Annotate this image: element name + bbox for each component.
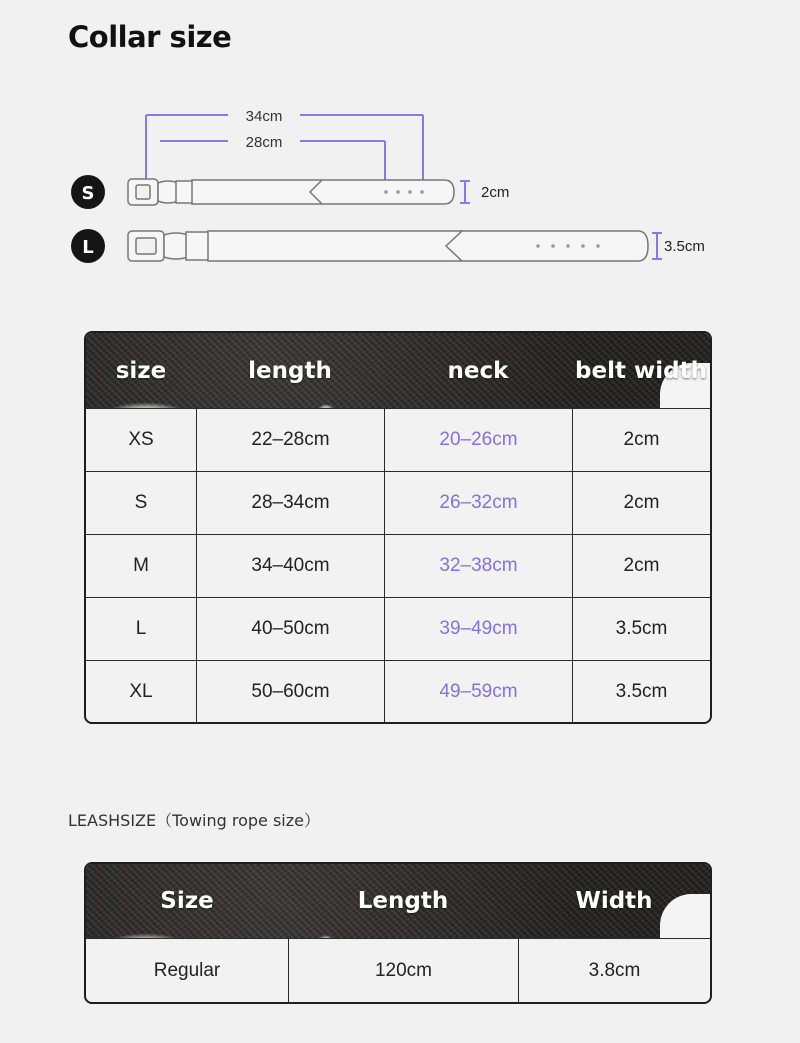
cell-size: Regular [153,960,221,981]
cell-size: L [135,618,147,639]
cell-width: 3.8cm [518,939,710,1003]
table-row [86,938,710,1003]
badge-small-label: S [81,183,95,204]
cell-belt-width: 2cm [572,535,710,597]
header-neck: neck [447,357,509,384]
cell-belt-width: 3.5cm [572,661,710,723]
leash-size-table [84,862,712,1004]
collar-diagram [0,95,800,285]
cell-size: XL [129,681,153,702]
table-row [86,408,710,471]
cell-belt-width: 2cm [572,409,710,471]
cell-length: 120cm [288,939,518,1003]
cell-length: 22–28cm [196,409,384,471]
cell-belt-width: 3.5cm [572,598,710,660]
width-large-label: 3.5cm [664,238,705,255]
cell-size: M [133,555,149,576]
dim-short-label: 28cm [245,134,283,151]
cell-neck: 26–32cm [384,472,572,534]
collar-large [128,231,648,261]
collar-small [128,179,454,205]
cell-length: 50–60cm [196,661,384,723]
page-title: Collar size [68,20,232,54]
cell-size: S [134,492,148,513]
table-row [86,597,710,660]
table-row [86,660,710,723]
cell-neck: 32–38cm [384,535,572,597]
cell-size: XS [128,429,154,450]
leash-table-header [86,864,710,938]
collar-table-header [86,333,710,408]
header-size: Size [160,888,214,914]
header-length: length [248,357,332,384]
cell-belt-width: 2cm [572,472,710,534]
header-size: size [115,357,167,384]
collar-size-table [84,331,712,724]
badge-large-label: L [82,237,94,258]
cell-length: 40–50cm [196,598,384,660]
header-width: Width [575,888,653,914]
cell-length: 28–34cm [196,472,384,534]
dim-long-label: 34cm [245,108,283,125]
cell-neck: 49–59cm [384,661,572,723]
cell-neck: 20–26cm [384,409,572,471]
cell-length: 34–40cm [196,535,384,597]
header-length: Length [357,888,449,914]
leash-size-title: LEASHSIZE（Towing rope size） [68,811,320,830]
table-row [86,534,710,597]
width-small-label: 2cm [481,184,510,201]
cell-neck: 39–49cm [384,598,572,660]
header-belt-width: belt width [575,357,707,384]
table-row [86,471,710,534]
